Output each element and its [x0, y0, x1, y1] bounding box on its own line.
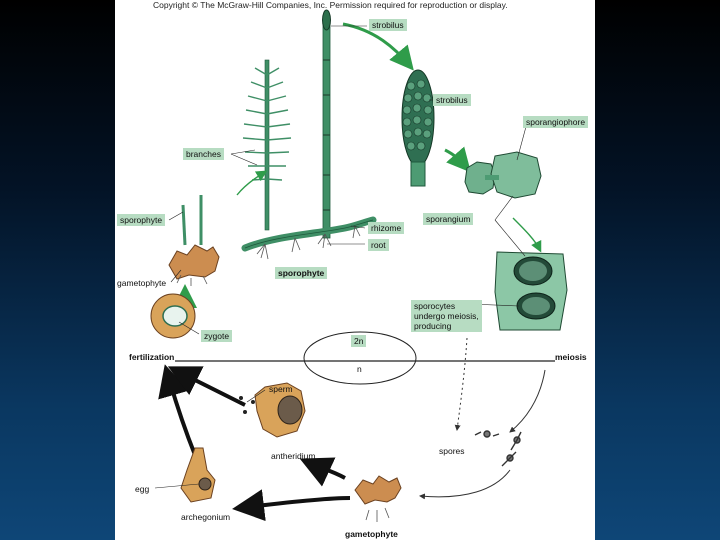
main-sporophyte-plant — [243, 10, 373, 259]
arrow-gametophyte-to-antheridium — [307, 462, 345, 478]
arrow-sperm-to-fertilization — [175, 370, 245, 405]
diagram-slide — [115, 0, 595, 540]
label-sporangium: sporangium — [423, 213, 473, 225]
sporangium-tissue — [495, 252, 567, 330]
archegonium-illustration — [181, 448, 215, 502]
young-sporophyte-illustration — [169, 195, 219, 286]
strobilus-cone — [402, 70, 434, 186]
arrow-to-gametophyte — [420, 470, 510, 497]
label-spores: spores — [439, 446, 465, 456]
arrow-to-mature-sporophyte — [237, 172, 265, 195]
spores-illustration — [475, 431, 521, 466]
copyright-notice: Copyright © The McGraw-Hill Companies, Inc. Permission required for reproduction or display. — [153, 0, 508, 10]
label-sperm: sperm — [269, 384, 293, 394]
label-rhizome: rhizome — [368, 222, 404, 234]
label-zygote: zygote — [201, 330, 232, 342]
label-branches: branches — [183, 148, 224, 160]
arrow-to-spores — [457, 338, 467, 430]
label-sporangiophore: sporangiophore — [523, 116, 588, 128]
label-strobilus-top: strobilus — [369, 19, 407, 31]
arrow-archegonium-to-fertilization — [167, 372, 195, 455]
label-antheridium: antheridium — [271, 451, 316, 461]
label-sporophyte-main: sporophyte — [275, 267, 327, 279]
label-egg: egg — [135, 484, 150, 494]
arrow-to-sporangiophore — [445, 150, 467, 168]
label-sporocytes: sporocytes undergo meiosis, producing — [411, 300, 482, 332]
label-gametophyte-bottom: gametophyte — [345, 529, 398, 539]
label-archegonium: archegonium — [181, 512, 231, 522]
label-meiosis: meiosis — [555, 352, 587, 362]
sporangiophore-illustration — [465, 152, 541, 198]
life-cycle-illustration — [115, 0, 595, 540]
label-ploidy-2n: 2n — [351, 335, 366, 347]
arrow-meiosis — [510, 370, 545, 432]
label-gametophyte-left: gametophyte — [117, 278, 167, 288]
label-ploidy-n: n — [357, 364, 362, 374]
label-sporophyte-small: sporophyte — [117, 214, 165, 226]
arrow-to-sporangium — [513, 218, 540, 250]
arrow-gametophyte-to-archegonium — [240, 498, 350, 508]
label-root: root — [368, 239, 389, 251]
label-fertilization: fertilization — [129, 352, 175, 362]
zygote-illustration — [151, 294, 195, 338]
gametophyte-bottom-illustration — [355, 476, 401, 522]
label-strobilus-cone: strobilus — [433, 94, 471, 106]
